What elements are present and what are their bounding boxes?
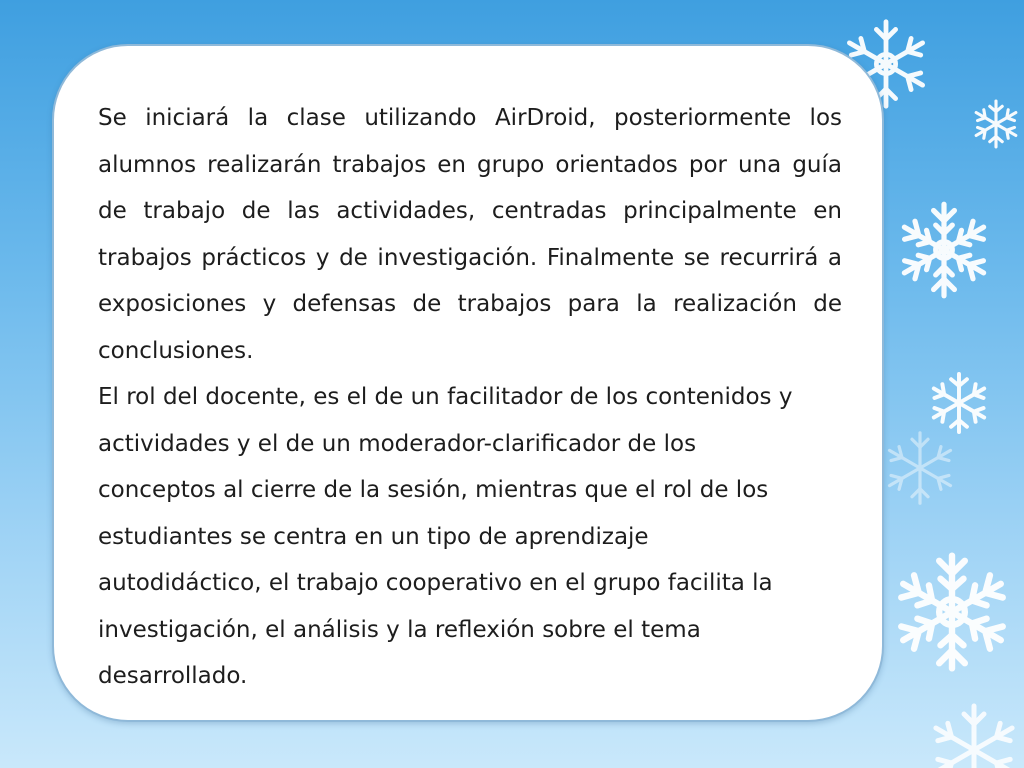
snowflake-icon [880, 428, 960, 508]
content-card [52, 44, 884, 722]
paragraph-roles: El rol del docente, es el de un facilitador de los contenidos y actividades y el de un moderador-clarificador de los conceptos al cierre de la sesión, mientras que el rol de los estudiantes se centra en un tipo de aprendizaje autodidáctico, el trabajo cooperativo en el grupo facilita la investigación, el análisis y la reflexión sobre el tema desarrollado. [98, 384, 793, 689]
paragraph-methodology: Se iniciará la clase utilizando AirDroid, posteriormente los alumnos realizarán trabajos en grupo orientados por una guía de trabajo de las actividades, centradas principalmente en trabajos prácticos y de investigación. Finalmente se recurrirá a exposiciones y defensas de trabajos para la realización de conclusiones. [98, 105, 842, 364]
snowflake-icon [892, 198, 996, 302]
snowflake-icon [970, 98, 1022, 150]
content-text [98, 95, 842, 700]
snowflake-icon [888, 548, 1016, 676]
snowflake-icon [924, 700, 1024, 768]
snowflake-icon [926, 370, 992, 436]
